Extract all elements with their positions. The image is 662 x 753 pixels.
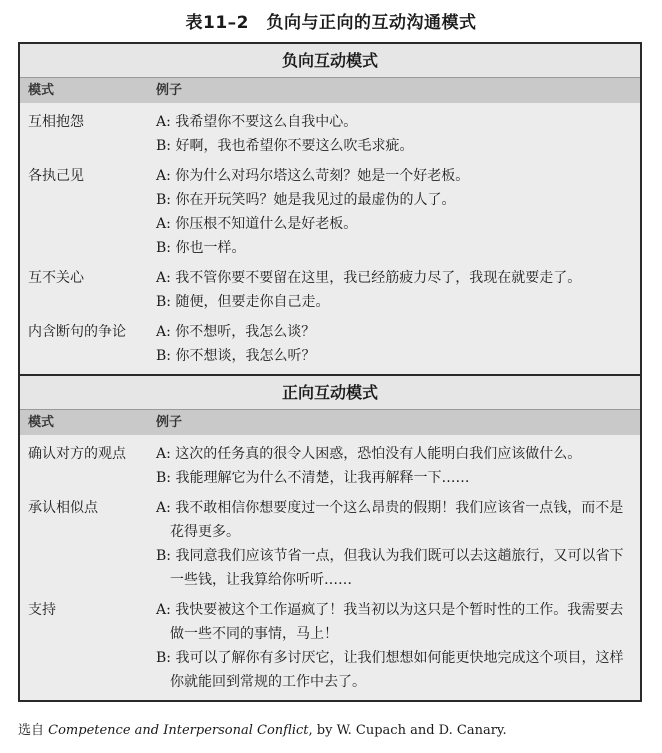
negative-column-header [20,78,640,103]
mode-cell: 互相抱怨 [28,114,84,130]
communication-patterns-table [18,42,642,702]
mode-cell: 各执己见 [28,168,84,184]
example-line: B: 你不想谈，我怎么听？ [156,348,316,364]
example-line: A: 我不敢相信你想要度过一个这么昂贵的假期！我们应该省一点钱，而不是花得更多。 [156,500,624,540]
table-row [20,106,640,160]
example-line: A: 我不管你要不要留在这里，我已经筋疲力尽了，我现在就要走了。 [156,270,582,286]
column-mode-label: 模式 [28,415,55,430]
example-line: A: 你为什么对玛尔塔这么苛刻？她是一个好老板。 [156,168,470,184]
mode-cell: 确认对方的观点 [28,446,126,462]
negative-section-heading: 负向互动模式 [20,44,640,78]
example-line: A: 你不想听，我怎么谈？ [156,324,316,340]
citation-authors: , by W. Cupach and D. Canary. [308,723,507,738]
example-line: B: 你在开玩笑吗？她是我见过的最虚伪的人了。 [156,192,456,208]
example-line: B: 好啊，我也希望你不要这么吹毛求疵。 [156,138,414,154]
column-example-label: 例子 [156,415,183,430]
mode-cell: 支持 [28,602,56,618]
citation-book-title: Competence and Interpersonal Conflict [48,723,309,738]
example-line: B: 我可以了解你有多讨厌它，让我们想想如何能更快地完成这个项目，这样你就能回到常规的工作中去了。 [156,650,624,690]
column-mode-label: 模式 [28,83,55,98]
table-row [20,594,640,696]
source-citation [18,722,507,740]
table-row [20,262,640,316]
table-row [20,438,640,492]
example-line: A: 我希望你不要这么自我中心。 [156,114,358,130]
mode-cell: 内含断句的争论 [28,324,126,340]
positive-section-heading: 正向互动模式 [20,376,640,410]
mode-cell: 承认相似点 [28,500,98,516]
table-row [20,160,640,262]
table-row [20,492,640,594]
positive-column-header [20,410,640,435]
column-example-label: 例子 [156,83,183,98]
example-line: A: 你压根不知道什么是好老板。 [156,216,358,232]
table-row [20,316,640,370]
table-title: 表11–2 负向与正向的互动沟通模式 [185,13,477,33]
example-line: B: 我能理解它为什么不清楚，让我再解释一下…… [156,470,470,486]
example-line: A: 这次的任务真的很令人困惑，恐怕没有人能明白我们应该做什么。 [156,446,582,462]
example-line: A: 我快要被这个工作逼疯了！我当初以为这只是个暂时性的工作。我需要去做一些不同的事情，马上！ [156,602,624,642]
positive-section [20,374,640,700]
example-line: B: 你也一样。 [156,240,246,256]
negative-section [20,44,640,374]
example-line: B: 我同意我们应该节省一点，但我认为我们既可以去这趟旅行，又可以省下一些钱，让我算给你听听…… [156,548,624,588]
citation-prefix: 选自 [18,723,49,738]
mode-cell: 互不关心 [28,270,84,286]
example-line: B: 随便，但要走你自己走。 [156,294,330,310]
